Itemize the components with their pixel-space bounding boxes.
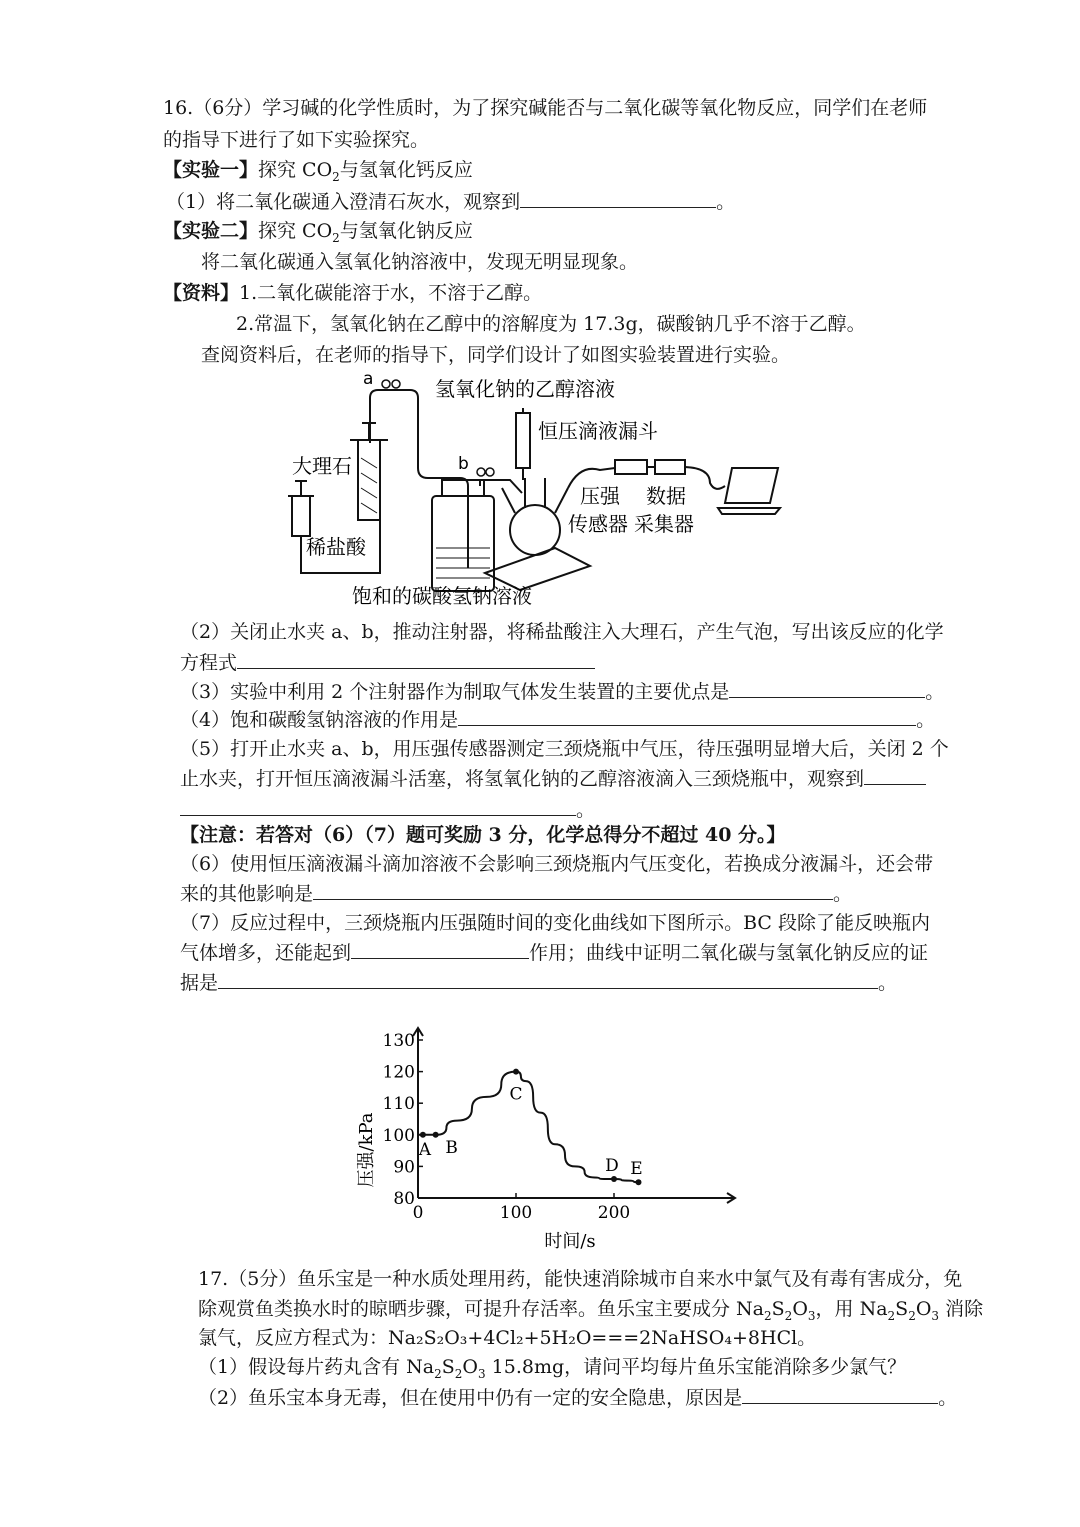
q17-l2a: 除观赏鱼类换水时的晾晒步骤，可提升存活率。鱼乐宝主要成分 Na (198, 1298, 764, 1320)
q17-l2b: S (771, 1298, 785, 1320)
q17-p1c: O (462, 1356, 478, 1378)
q16-part7-text-c: 据是 (180, 972, 219, 994)
clamp-b-label: b (458, 454, 469, 474)
y-tick-label: 90 (393, 1157, 415, 1178)
nahco3-label: 饱和的碳酸氢钠溶液 (352, 584, 532, 608)
q17-l2c: O (792, 1298, 808, 1320)
q16-part6-answer-blank[interactable] (313, 881, 833, 900)
q16-part7-line1: （7）反应过程中，三颈烧瓶内压强随时间的变化曲线如下图所示。BC 段除了能反映瓶内 (180, 912, 930, 934)
exp2-description: 将二氧化碳通入氢氧化钠溶液中，发现无明显现象。 (201, 251, 639, 273)
apparatus-diagram (270, 368, 800, 613)
y-tick-label: 100 (382, 1125, 415, 1146)
q16-part4 (180, 707, 935, 732)
q16-part5-line1: （5）打开止水夹 a、b，用压强传感器测定三颈烧瓶中气压，待压强明显增大后，关闭 2 个 (180, 738, 949, 760)
q16-header-line2: 的指导下进行了如下实验探究。 (163, 129, 430, 151)
q17-l2s6: 3 (931, 1308, 940, 1323)
exp1-sub: 2 (332, 169, 340, 184)
q16-part3-end: 。 (925, 681, 945, 703)
exp2-label: 【实验二】 (163, 220, 259, 242)
q16-part6-text: 来的其他影响是 (180, 883, 314, 905)
pressure-label: 压强 (580, 484, 620, 508)
q17-l2f: O (915, 1298, 932, 1320)
q17-part2-end: 。 (938, 1387, 958, 1409)
q17-p1s1: 2 (434, 1366, 442, 1381)
q17-p1b: S (441, 1356, 455, 1378)
q16-part3-text: （3）实验中利用 2 个注射器作为制取气体发生装置的主要优点是 (180, 681, 730, 703)
q16-part6-end: 。 (833, 883, 853, 905)
pressure-time-chart (350, 1010, 750, 1260)
exp2-line (163, 219, 473, 243)
q16-part2-answer-blank[interactable] (237, 650, 595, 669)
exp1-text-b: 与氢氧化钙反应 (339, 159, 473, 181)
q16-part7-end: 。 (878, 972, 898, 994)
exp2-text-a: 探究 CO (258, 220, 333, 242)
q16-part7-text-b: 作用；曲线中证明二氧化碳与氢氧化钠反应的证 (529, 942, 929, 964)
q16-part5-end: 。 (576, 799, 596, 821)
q16-part1-text: （1）将二氧化碳通入澄清石灰水，观察到 (166, 191, 521, 213)
data-label: 数据 (646, 484, 686, 508)
q17-part1 (198, 1355, 906, 1379)
q17-l2d: ，用 Na (815, 1298, 888, 1320)
bonus-note: 【注意：若答对（6）（7）题可奖励 3 分，化学总得分不超过 40 分。】 (180, 824, 786, 846)
q16-part7-text-a: 气体增多，还能起到 (180, 942, 352, 964)
design-text: 查阅资料后，在老师的指导下，同学们设计了如图实验装置进行实验。 (201, 344, 791, 366)
chart-y-axis-label: 压强/kPa (356, 1112, 377, 1188)
y-tick-label: 110 (382, 1094, 415, 1115)
q16-part4-text: （4）饱和碳酸氢钠溶液的作用是 (180, 709, 459, 731)
info-line1 (163, 281, 542, 305)
q17-part2 (198, 1385, 957, 1410)
point-D (611, 1176, 617, 1182)
point-label-B: B (445, 1137, 458, 1158)
exp2-text-b: 与氢氧化钠反应 (339, 220, 473, 242)
q16-part2-line2 (180, 650, 595, 675)
q17-equation: 氯气，反应方程式为：Na₂S₂O₃+4Cl₂+5H₂O===2NaHSO₄+8HCl。 (198, 1327, 817, 1349)
q16-part5-answer-blank-b[interactable] (180, 797, 576, 816)
q16-part7-line3 (180, 970, 897, 995)
point-B (433, 1132, 439, 1138)
q17-l2s2: 2 (784, 1308, 793, 1323)
info-label: 【资料】 (163, 282, 240, 304)
q16-part2-text: 方程式 (180, 652, 238, 674)
q17-line2 (198, 1297, 983, 1321)
q17-l2s4: 2 (887, 1308, 896, 1323)
q17-part2-text: （2）鱼乐宝本身无毒，但在使用中仍有一定的安全隐患，原因是 (198, 1387, 743, 1409)
q17-p1s3: 3 (477, 1366, 486, 1381)
q17-part2-answer-blank[interactable] (742, 1385, 938, 1404)
q16-part7-answer-blank-b[interactable] (218, 970, 878, 989)
q17-l2e: S (895, 1298, 909, 1320)
info-item1: 1.二氧化碳能溶于水，不溶于乙醇。 (239, 282, 543, 304)
q16-part3 (180, 679, 944, 704)
point-label-A: A (418, 1139, 432, 1160)
y-tick-label: 130 (382, 1031, 415, 1051)
clamp-a-label: a (363, 369, 374, 389)
q16-part6-line1: （6）使用恒压滴液漏斗滴加溶液不会影响三颈烧瓶内气压变化，若换成分液漏斗，还会带 (180, 853, 934, 875)
q17-l2s3: 3 (807, 1308, 816, 1323)
marble-label: 大理石 (292, 454, 352, 478)
q16-part1 (166, 189, 735, 214)
q17-l2s1: 2 (764, 1308, 772, 1323)
x-tick-label: 0 (412, 1203, 424, 1223)
q16-part2-line1: （2）关闭止水夹 a、b，推动注射器，将稀盐酸注入大理石，产生气泡，写出该反应的化学 (180, 621, 944, 643)
q16-part4-end: 。 (916, 709, 936, 731)
x-tick-label: 200 (597, 1203, 631, 1223)
q17-p1d: 15.8mg，请问平均每片鱼乐宝能消除多少氯气？ (485, 1356, 907, 1378)
info-item2: 2.常温下，氢氧化钠在乙醇中的溶解度为 17.3g，碳酸钠几乎不溶于乙醇。 (236, 313, 866, 335)
q16-part5-line2 (180, 766, 926, 791)
q17-p1a: （1）假设每片药丸含有 Na (198, 1356, 435, 1378)
exp1-label: 【实验一】 (163, 159, 259, 181)
q16-header-line1: 16.（6分）学习碱的化学性质时，为了探究碱能否与二氧化碳等氧化物反应，同学们在老师 (163, 97, 928, 119)
y-tick-label: 80 (393, 1189, 415, 1209)
q16-part5-answer-blank-a[interactable] (864, 766, 926, 785)
q16-part4-answer-blank[interactable] (458, 707, 916, 726)
point-label-C: C (509, 1084, 523, 1105)
naoh-solution-label: 氢氧化钠的乙醇溶液 (435, 377, 615, 401)
y-tick-label: 120 (382, 1062, 415, 1083)
point-C (513, 1069, 519, 1075)
q17-line1: 17.（5分）鱼乐宝是一种水质处理用药，能快速消除城市自来水中氯气及有毒有害成分，免 (198, 1268, 963, 1290)
q16-part1-end: 。 (716, 191, 736, 213)
point-E (636, 1179, 642, 1185)
q17-l2s5: 2 (908, 1308, 916, 1323)
x-tick-label: 100 (499, 1203, 533, 1223)
q16-part3-answer-blank[interactable] (729, 679, 925, 698)
point-label-D: D (605, 1156, 619, 1177)
collector-label: 采集器 (634, 512, 694, 536)
exp1-line (163, 158, 473, 182)
acid-label: 稀盐酸 (306, 535, 366, 559)
funnel-label: 恒压滴液漏斗 (538, 419, 658, 443)
q16-part5-line3 (180, 797, 595, 822)
q16-part6-line2 (180, 881, 852, 906)
q16-part1-answer-blank[interactable] (520, 189, 716, 208)
q16-part7-line2 (180, 940, 928, 965)
point-label-E: E (630, 1159, 643, 1180)
sensor-label: 传感器 (568, 512, 628, 536)
chart-x-axis-label: 时间/s (544, 1231, 596, 1252)
point-A (420, 1132, 426, 1138)
exp1-text-a: 探究 CO (258, 159, 333, 181)
q17-l2g: 消除 (939, 1298, 984, 1320)
exp2-sub: 2 (332, 230, 340, 245)
q17-p1s2: 2 (454, 1366, 463, 1381)
q16-part5-text: 止水夹，打开恒压滴液漏斗活塞，将氢氧化钠的乙醇溶液滴入三颈烧瓶中，观察到 (180, 768, 865, 790)
q16-part7-answer-blank-a[interactable] (351, 940, 529, 959)
